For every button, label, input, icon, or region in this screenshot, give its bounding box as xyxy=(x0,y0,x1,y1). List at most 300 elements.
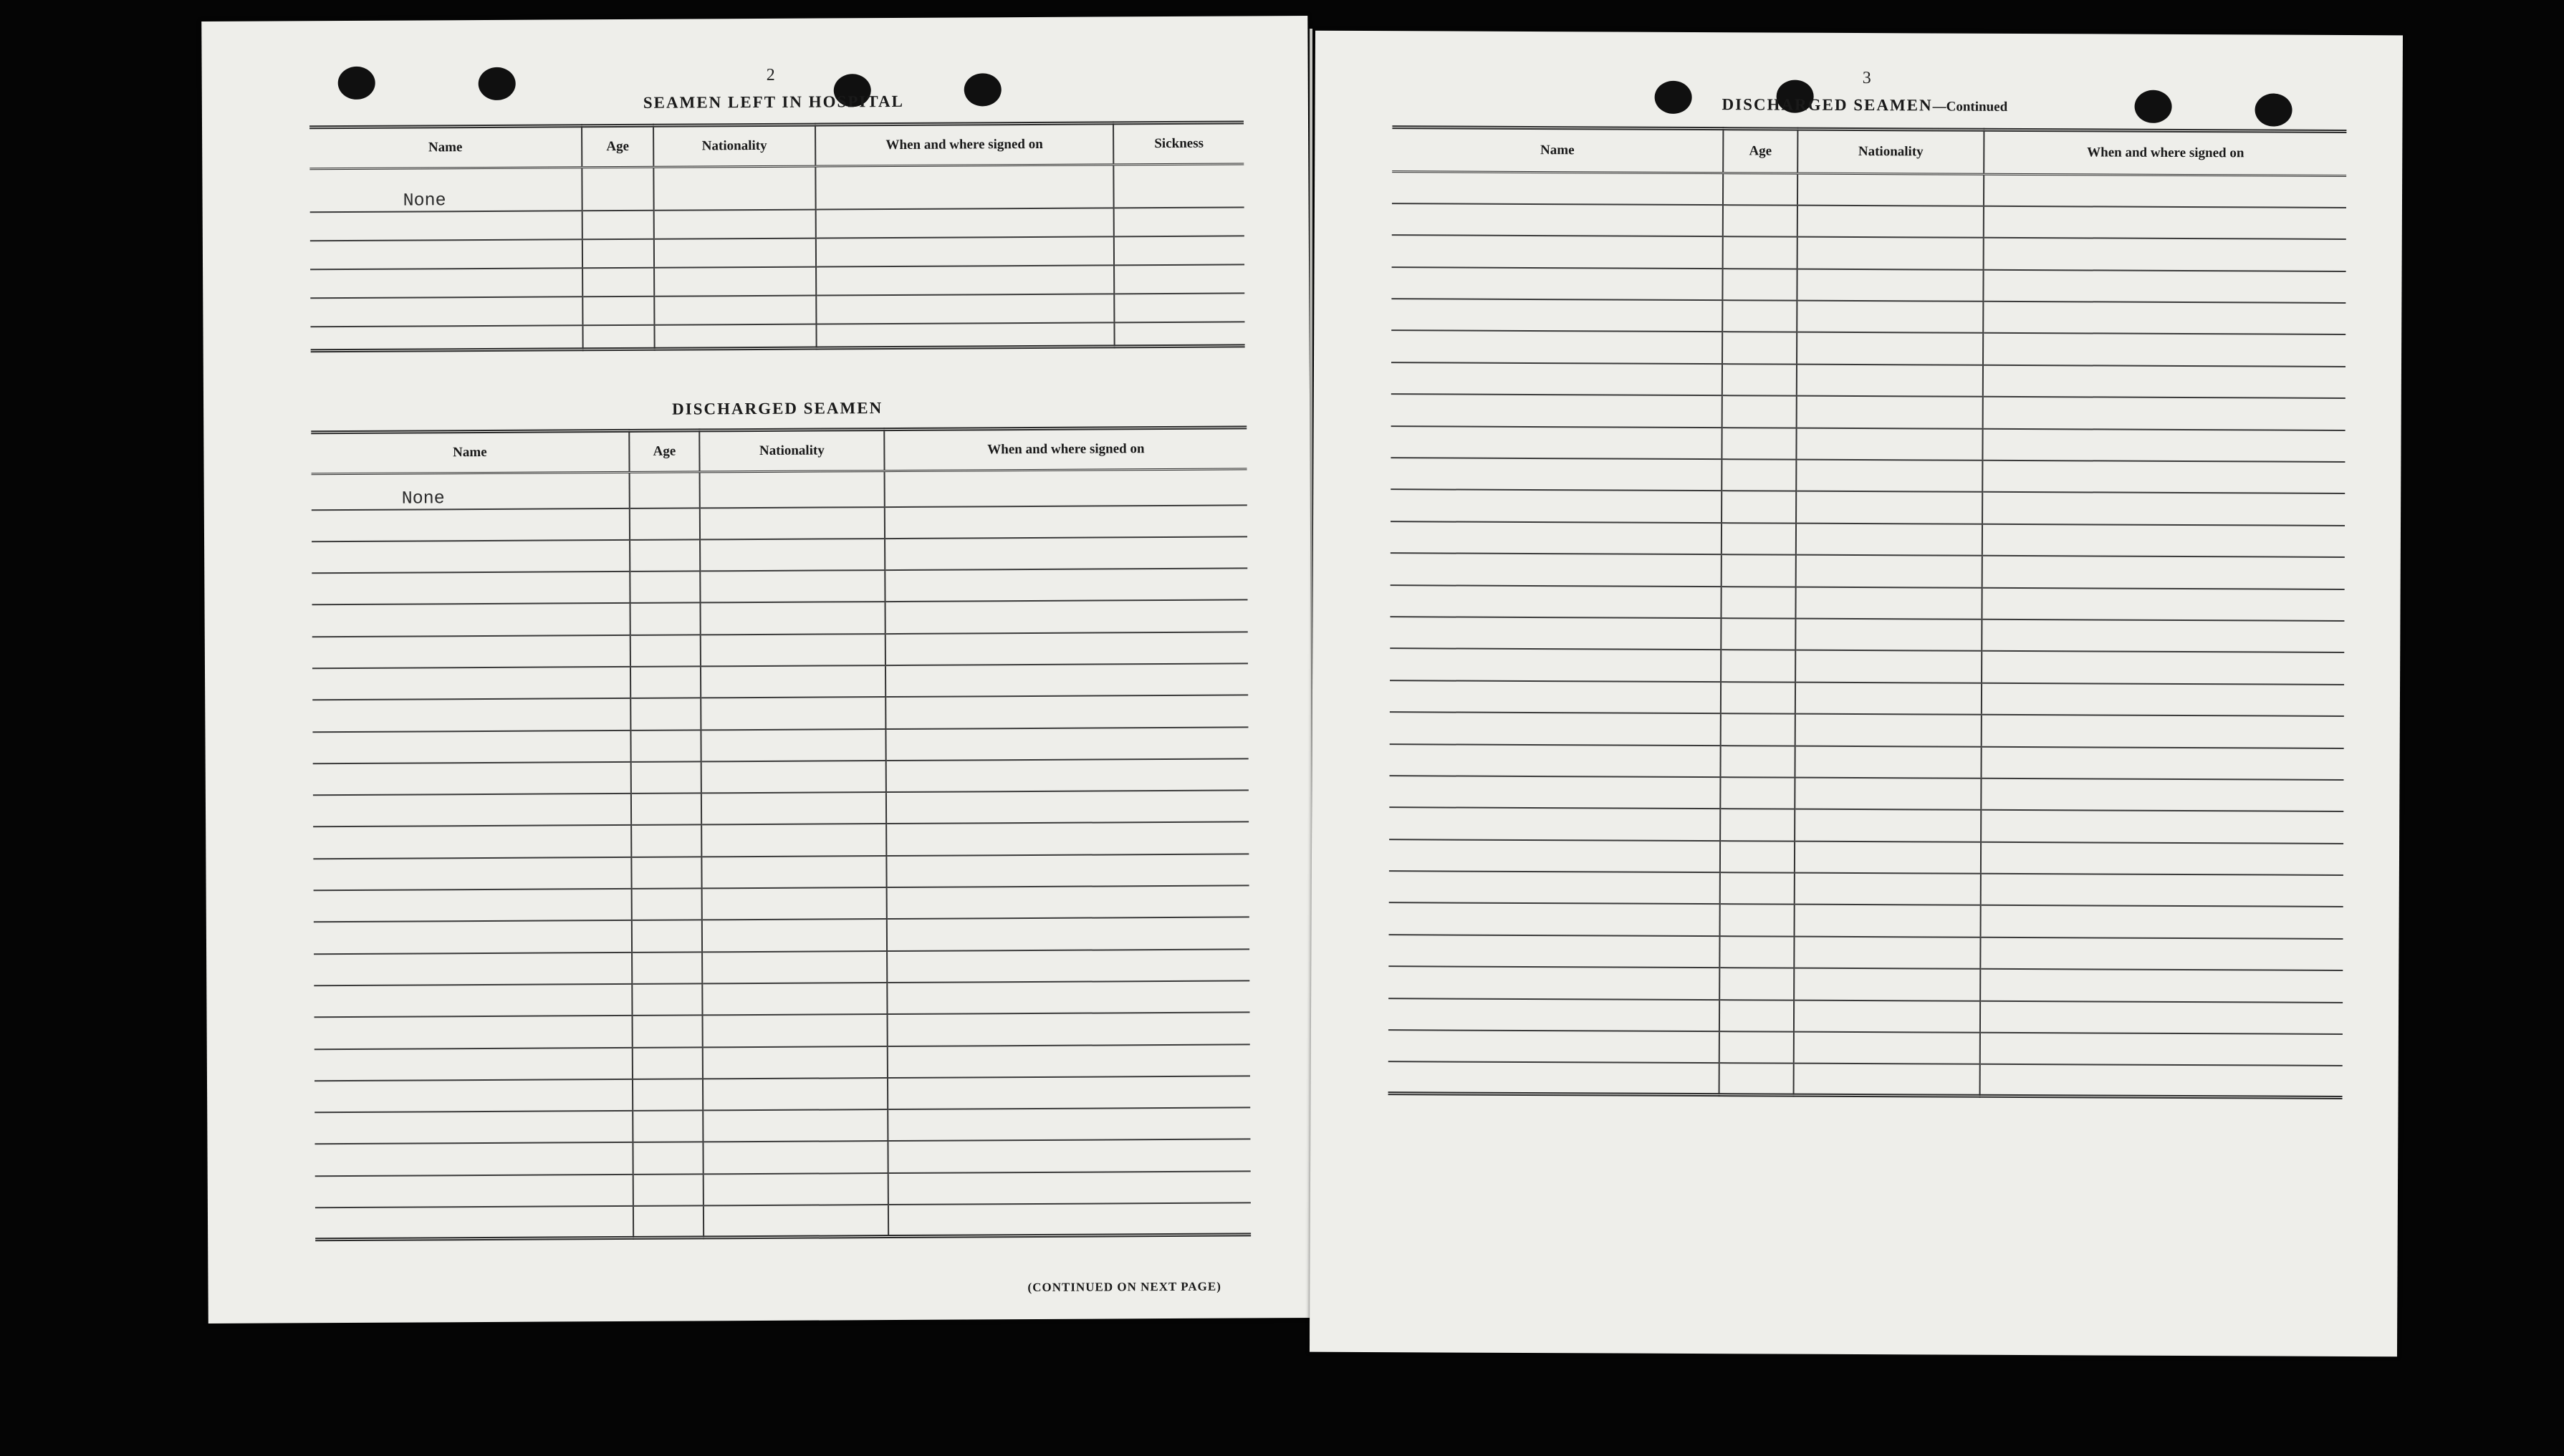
table-cell xyxy=(1720,905,1795,937)
table-cell xyxy=(312,603,630,637)
table-cell xyxy=(1720,746,1795,778)
table-cell xyxy=(1794,1000,1980,1033)
table-cell xyxy=(313,857,631,891)
table-cell xyxy=(1980,1033,2343,1066)
table-cell xyxy=(1721,587,1795,619)
table-row xyxy=(1391,553,2345,589)
table-row xyxy=(1388,935,2343,970)
continued-note: (CONTINUED ON NEXT PAGE) xyxy=(1027,1279,1221,1295)
table-cell xyxy=(630,508,700,540)
table-cell xyxy=(1391,426,1722,459)
table-row xyxy=(1388,998,2343,1034)
table-cell xyxy=(1391,458,1722,491)
table-cell xyxy=(1795,841,1981,874)
table-cell xyxy=(1980,937,2343,971)
table-row xyxy=(1390,712,2344,748)
table-cell xyxy=(1981,874,2343,907)
table-row xyxy=(313,822,1249,859)
table-cell xyxy=(312,698,630,732)
table-row xyxy=(1391,331,2345,367)
table-cell xyxy=(632,888,702,920)
table-cell xyxy=(632,920,702,953)
table-row xyxy=(310,322,1244,351)
table-row xyxy=(1389,871,2343,907)
table-cell xyxy=(1723,205,1797,237)
table-cell xyxy=(1794,968,1980,1001)
table-cell xyxy=(1388,1030,1719,1063)
table-row xyxy=(1390,585,2344,621)
table-row xyxy=(313,791,1249,827)
table-cell xyxy=(1796,523,1982,556)
column-header-name: Name xyxy=(309,126,582,169)
table-cell xyxy=(885,536,1247,570)
column-header-nationality: Nationality xyxy=(653,125,815,167)
table-cell xyxy=(1722,300,1797,332)
table-cell xyxy=(1720,777,1795,809)
table-cell xyxy=(1982,556,2345,589)
table-cell xyxy=(313,825,631,859)
table-cell xyxy=(1980,969,2343,1003)
table-cell xyxy=(1390,617,1721,650)
table-cell xyxy=(1981,778,2343,812)
table-cell xyxy=(888,1108,1250,1142)
discharged-section-title: DISCHARGED SEAMEN xyxy=(672,399,883,418)
table-cell xyxy=(1722,428,1796,460)
table-cell xyxy=(700,539,885,572)
table-row xyxy=(309,164,1244,212)
table-row xyxy=(1391,394,2345,430)
table-cell xyxy=(703,1078,888,1111)
table-cell xyxy=(633,1174,704,1206)
punch-hole xyxy=(964,73,1002,106)
table-cell xyxy=(1722,364,1797,396)
column-header-name: Name xyxy=(1392,127,1723,173)
table-cell xyxy=(1983,365,2345,399)
table-cell xyxy=(633,1047,703,1079)
table-cell xyxy=(886,791,1249,824)
table-row xyxy=(314,949,1249,985)
table-row xyxy=(315,1076,1250,1112)
table-cell xyxy=(1722,523,1796,555)
table-cell xyxy=(1392,203,1723,236)
table-cell xyxy=(1390,680,1721,713)
table-row xyxy=(1389,776,2343,811)
table-row xyxy=(1391,490,2345,526)
column-header-signed-on: When and where signed on xyxy=(884,428,1247,471)
title-main: DISCHARGED SEAMEN xyxy=(1722,95,1933,115)
table-cell xyxy=(888,1044,1250,1078)
table-cell xyxy=(630,698,701,731)
table-cell xyxy=(632,952,702,984)
table-cell xyxy=(1389,744,1720,777)
table-cell xyxy=(1722,395,1797,428)
table-cell xyxy=(315,1175,633,1208)
table-cell xyxy=(631,825,701,857)
table-cell xyxy=(1795,650,1982,683)
table-cell xyxy=(702,887,887,920)
table-cell xyxy=(315,1016,633,1049)
table-cell xyxy=(313,762,631,796)
table-cell xyxy=(704,1173,888,1206)
table-cell xyxy=(1795,873,1981,906)
table-cell xyxy=(885,727,1248,761)
table-cell xyxy=(1982,619,2344,653)
table-row xyxy=(312,505,1247,541)
column-header-signed-on: When and where signed on xyxy=(1984,130,2346,175)
table-cell xyxy=(1390,585,1721,618)
punch-hole xyxy=(2134,90,2171,123)
table-cell xyxy=(1389,776,1720,809)
table-row xyxy=(314,885,1249,922)
table-row xyxy=(310,236,1244,269)
table-cell xyxy=(631,794,701,826)
table-cell xyxy=(633,1111,703,1143)
table-cell xyxy=(885,632,1248,665)
table-row xyxy=(1390,617,2344,652)
table-cell xyxy=(888,1013,1250,1046)
table-cell xyxy=(630,572,700,604)
column-header-age: Age xyxy=(582,125,653,168)
table-cell xyxy=(1391,490,1722,523)
table-cell xyxy=(700,570,885,603)
table-cell xyxy=(1797,173,1984,206)
table-cell xyxy=(1796,460,1982,493)
table-cell xyxy=(1982,683,2344,717)
table-cell xyxy=(1982,587,2344,621)
table-cell xyxy=(1392,172,1723,205)
table-cell xyxy=(1721,650,1795,683)
table-row xyxy=(315,1171,1251,1207)
table-cell xyxy=(1391,521,1722,554)
table-row xyxy=(310,264,1244,298)
table-cell xyxy=(1796,491,1982,524)
table-cell xyxy=(887,917,1249,951)
table-cell xyxy=(1721,682,1795,714)
table-cell xyxy=(315,1079,633,1113)
table-cell xyxy=(1797,364,1983,397)
discharged-table xyxy=(311,425,1251,1241)
punch-hole xyxy=(338,67,375,100)
table-cell xyxy=(703,1046,888,1079)
table-cell xyxy=(1980,1064,2343,1098)
table-cell xyxy=(312,731,630,764)
table-cell xyxy=(1721,618,1795,650)
table-cell xyxy=(887,949,1249,983)
column-header-age: Age xyxy=(1723,129,1797,173)
table-row xyxy=(313,854,1249,890)
table-row xyxy=(313,758,1249,795)
column-header-sickness: Sickness xyxy=(1113,122,1244,165)
table-cell xyxy=(885,569,1247,602)
table-cell xyxy=(703,1014,888,1047)
table-row xyxy=(315,1013,1250,1049)
table-cell xyxy=(1391,394,1722,427)
discharged-continued-table xyxy=(1388,125,2347,1099)
hospital-section-title: SEAMEN LEFT IN HOSPITAL xyxy=(643,92,904,112)
table-cell xyxy=(1981,905,2343,939)
table-cell xyxy=(1982,651,2344,685)
table-row xyxy=(312,536,1247,573)
table-cell xyxy=(703,1109,888,1142)
table-cell xyxy=(1981,842,2343,875)
table-cell xyxy=(633,1016,703,1048)
table-cell xyxy=(1981,810,2343,844)
table-row xyxy=(1391,426,2345,462)
table-cell xyxy=(1722,554,1796,587)
punch-hole xyxy=(1655,81,1692,114)
column-header-nationality: Nationality xyxy=(699,430,884,472)
table-row xyxy=(1392,172,2346,208)
table-cell xyxy=(1722,491,1796,524)
table-cell xyxy=(631,761,701,794)
table-cell xyxy=(1389,903,1720,936)
table-cell xyxy=(1982,428,2345,462)
table-cell xyxy=(1391,362,1722,395)
table-cell xyxy=(1984,206,2346,240)
table-cell xyxy=(1720,841,1795,873)
table-cell xyxy=(886,854,1249,887)
table-cell xyxy=(1795,619,1982,652)
table-cell xyxy=(1795,778,1981,811)
table-cell xyxy=(701,824,886,857)
table-cell xyxy=(885,600,1248,634)
table-row xyxy=(314,980,1249,1017)
table-cell xyxy=(1796,428,1982,461)
table-cell xyxy=(1795,809,1981,842)
table-row xyxy=(315,1139,1250,1176)
table-cell xyxy=(631,857,701,889)
table-cell xyxy=(1980,1001,2343,1034)
table-cell xyxy=(703,1141,888,1174)
hospital-entry: None xyxy=(309,168,582,212)
table-cell xyxy=(888,1076,1250,1109)
table-cell xyxy=(1719,936,1794,968)
table-cell xyxy=(315,1142,633,1176)
table-cell xyxy=(1983,333,2345,367)
table-cell xyxy=(1719,1031,1794,1064)
table-cell xyxy=(1722,269,1797,301)
table-cell xyxy=(1984,174,2346,208)
table-row xyxy=(312,727,1248,763)
table-row xyxy=(310,293,1244,327)
table-row xyxy=(312,663,1248,700)
punch-hole xyxy=(2255,93,2292,126)
column-header-name: Name xyxy=(311,430,629,473)
table-row xyxy=(1388,1030,2343,1066)
table-cell xyxy=(1389,871,1720,904)
table-cell xyxy=(1795,682,1982,715)
table-row xyxy=(1391,362,2345,398)
table-row xyxy=(312,695,1248,732)
table-row xyxy=(1389,839,2343,875)
table-cell xyxy=(630,730,701,762)
table-cell xyxy=(885,663,1248,697)
table-cell xyxy=(1981,746,2343,780)
table-cell xyxy=(1723,173,1797,206)
table-row xyxy=(1391,267,2345,303)
table-cell xyxy=(314,984,632,1018)
table-cell xyxy=(1794,1064,1980,1096)
table-cell xyxy=(1794,1032,1980,1065)
table-row xyxy=(1391,521,2345,557)
table-cell xyxy=(630,539,700,572)
table-row xyxy=(1390,649,2344,685)
punch-hole xyxy=(479,67,516,100)
table-cell xyxy=(1797,237,1984,270)
table-cell xyxy=(701,856,886,889)
table-cell xyxy=(1983,269,2345,303)
table-row xyxy=(1388,966,2343,1002)
table-cell xyxy=(1719,1000,1794,1032)
table-cell xyxy=(1982,715,2344,748)
table-cell xyxy=(632,983,702,1016)
table-header-row xyxy=(309,122,1244,169)
discharged-continued-title xyxy=(1722,95,2008,115)
column-header-nationality: Nationality xyxy=(1797,129,1984,174)
page-number: 3 xyxy=(1862,69,1871,88)
table-cell xyxy=(1797,206,1984,238)
table-cell xyxy=(1796,555,1982,588)
table-row xyxy=(1391,458,2345,493)
discharged-entry: None xyxy=(312,472,630,509)
table-row xyxy=(1388,1062,2343,1098)
table-cell xyxy=(701,697,885,730)
table-cell xyxy=(701,761,886,794)
table-cell xyxy=(1722,332,1797,365)
table-cell xyxy=(1983,397,2345,430)
table-header-row xyxy=(311,428,1247,474)
table-cell xyxy=(1388,935,1719,968)
table-cell xyxy=(1391,267,1722,300)
table-cell xyxy=(314,889,632,922)
table-cell xyxy=(314,920,632,954)
table-cell xyxy=(1982,461,2345,494)
table-row xyxy=(314,917,1249,954)
table-cell xyxy=(630,603,701,635)
table-cell xyxy=(312,572,630,605)
table-cell xyxy=(312,667,630,700)
table-cell xyxy=(702,983,887,1016)
page-number: 2 xyxy=(766,65,775,85)
table-cell xyxy=(887,885,1249,919)
table-cell xyxy=(630,666,701,698)
table-cell xyxy=(701,665,885,698)
table-cell xyxy=(1723,236,1797,269)
table-row xyxy=(310,207,1244,241)
table-cell xyxy=(1388,1062,1719,1095)
column-header-age: Age xyxy=(629,430,699,473)
table-row xyxy=(312,632,1248,668)
table-cell xyxy=(1388,998,1719,1031)
table-cell xyxy=(1719,1064,1794,1096)
table-row xyxy=(315,1202,1251,1239)
table-cell xyxy=(1795,746,1981,778)
table-cell xyxy=(1392,235,1723,268)
table-cell xyxy=(312,635,630,669)
table-cell xyxy=(1794,937,1980,970)
table-row xyxy=(1389,903,2343,939)
table-cell xyxy=(315,1206,633,1240)
table-cell xyxy=(633,1079,703,1111)
table-cell xyxy=(1390,649,1721,682)
table-cell xyxy=(1797,396,1983,429)
table-cell xyxy=(315,1047,633,1081)
table-cell xyxy=(312,508,630,541)
table-cell xyxy=(1797,301,1983,334)
table-cell xyxy=(314,953,632,986)
table-row xyxy=(1392,235,2346,271)
table-cell xyxy=(701,729,885,762)
table-cell xyxy=(886,822,1249,856)
table-cell xyxy=(630,635,701,667)
table-cell xyxy=(700,507,885,540)
table-cell xyxy=(1795,905,1981,937)
table-cell xyxy=(1983,302,2345,335)
table-cell xyxy=(1391,553,1722,586)
table-cell xyxy=(633,1205,704,1238)
table-header-row xyxy=(1392,127,2346,176)
table-cell xyxy=(1720,809,1795,841)
table-cell xyxy=(1797,269,1983,302)
right-page xyxy=(1310,31,2403,1357)
title-continued: —Continued xyxy=(1932,99,2008,115)
table-cell xyxy=(888,1202,1251,1236)
table-cell xyxy=(886,758,1249,792)
table-cell xyxy=(1982,524,2345,558)
table-cell xyxy=(1719,968,1794,1000)
table-cell xyxy=(887,980,1249,1014)
table-cell xyxy=(1795,714,1982,747)
table-cell xyxy=(885,695,1248,729)
table-row xyxy=(1391,299,2345,334)
table-cell xyxy=(1797,332,1983,365)
table-cell xyxy=(885,505,1247,539)
table-row xyxy=(312,600,1248,637)
table-cell xyxy=(1982,492,2345,526)
table-row xyxy=(315,1108,1250,1144)
table-cell xyxy=(1721,713,1795,746)
table-cell xyxy=(1389,807,1720,840)
table-cell xyxy=(313,794,631,827)
table-cell xyxy=(1722,459,1796,491)
table-cell xyxy=(1391,299,1722,332)
table-row xyxy=(1389,807,2343,843)
hospital-table xyxy=(309,120,1245,352)
table-row xyxy=(1389,744,2343,780)
table-cell xyxy=(1391,331,1722,364)
table-cell xyxy=(704,1205,888,1238)
table-cell xyxy=(315,1111,633,1144)
table-cell xyxy=(701,792,886,825)
table-row xyxy=(312,569,1247,605)
table-row xyxy=(312,469,1247,510)
table-cell xyxy=(702,919,887,952)
column-header-signed-on: When and where signed on xyxy=(815,123,1113,166)
table-cell xyxy=(888,1171,1251,1205)
table-row xyxy=(315,1044,1250,1081)
table-cell xyxy=(1390,712,1721,745)
left-page xyxy=(201,16,1314,1324)
table-row xyxy=(1390,680,2344,716)
table-cell xyxy=(888,1139,1250,1173)
table-cell xyxy=(1388,966,1719,999)
table-cell xyxy=(1389,839,1720,872)
table-cell xyxy=(701,602,885,635)
table-cell xyxy=(1795,587,1982,619)
table-row xyxy=(1392,203,2346,239)
table-cell xyxy=(1984,238,2346,271)
table-cell xyxy=(701,634,885,667)
